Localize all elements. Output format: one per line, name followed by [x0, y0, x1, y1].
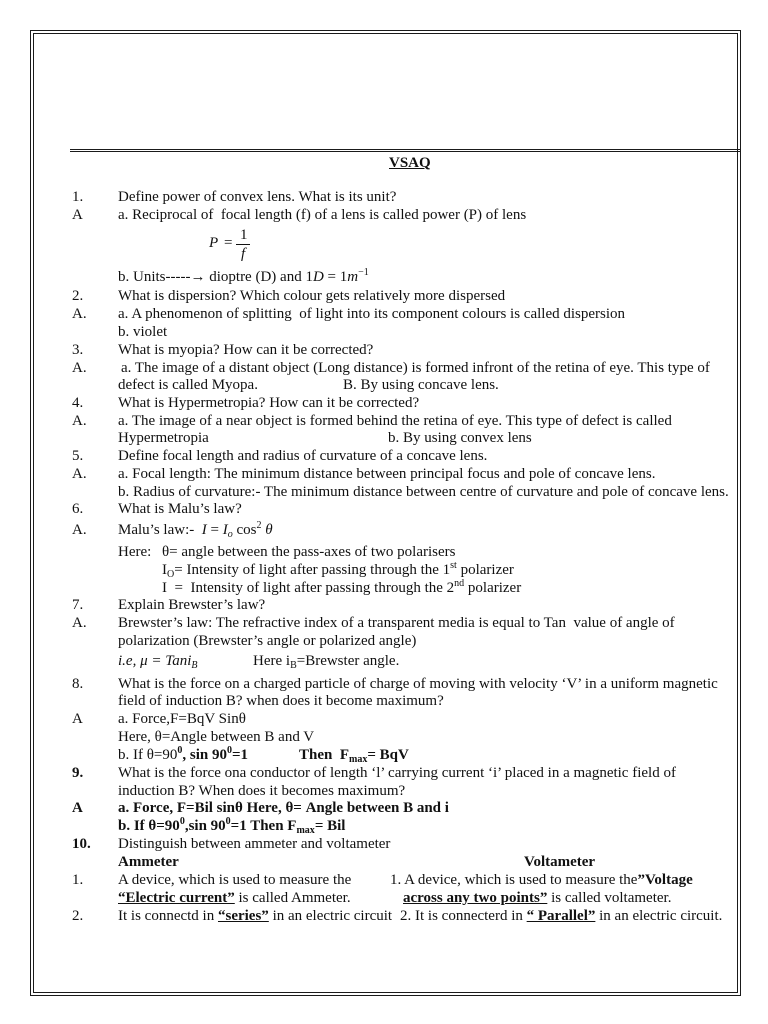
q6-question: What is Malu’s law?: [118, 501, 242, 517]
q8-number: 8.: [72, 676, 84, 692]
q8-result: = BqV: [367, 747, 409, 763]
q10-question: Distinguish between ammeter and voltameter: [118, 836, 391, 852]
comparison-header-left: Ammeter: [118, 854, 179, 870]
unit-formula-equals: =: [323, 269, 340, 285]
q1-answer-label: A: [72, 207, 83, 223]
q7-answer-a: Brewster’s law: The refractive index of a transparent media is equal to Tan value of angle of: [118, 615, 675, 631]
unit-formula-exponent: −1: [358, 267, 369, 278]
q2-answer-b: b. violet: [118, 324, 168, 340]
row2-left-rest: in an electric circuit: [268, 908, 393, 924]
q9-answer-label: A: [72, 800, 83, 816]
q10-number: 10.: [72, 836, 91, 852]
degree-superscript: 0: [225, 816, 231, 827]
degree-superscript: 0: [177, 745, 183, 756]
q9-b-end: =1 Then F: [230, 818, 297, 834]
i0-subscript: O: [167, 569, 175, 580]
q6-definition-theta: θ= angle between the pass-axes of two polarisers: [162, 544, 456, 560]
q9-answer-a: a. Force, F=Bil sinθ Here, θ= Angle between B and i: [118, 800, 449, 816]
q4-answer-b: b. By using convex lens: [388, 430, 532, 446]
q7-number: 7.: [72, 597, 84, 613]
law-label: Malu’s law:-: [118, 522, 202, 538]
i-superscript: nd: [454, 578, 465, 589]
unit-formula-lhs-unit: D: [312, 269, 324, 285]
q8-then: Then F: [299, 747, 350, 763]
malus-formula-angle: θ: [261, 522, 273, 538]
brewster-note-prefix: Here i: [253, 653, 291, 669]
q7-answer-a-cont: polarization (Brewster’s angle or polarized angle): [118, 633, 417, 649]
comparison-row1-right-line1: [390, 871, 693, 889]
q5-answer-a: a. Focal length: The minimum distance between principal focus and pole of concave lens.: [118, 466, 656, 482]
i0-tail: polarizer: [456, 562, 514, 578]
q8-question: What is the force on a charged particle of charge of moving with velocity ‘V’ in a uniform magnetic: [118, 676, 718, 692]
unit-formula-rhs-value: 1: [339, 269, 348, 285]
power-formula-equals: =: [224, 235, 233, 251]
degree-superscript: 0: [179, 816, 185, 827]
q3-answer-a: a. The image of a distant object (Long distance) is formed infront of the retina of eye. This type of: [121, 360, 710, 376]
row2-left-pre: It is connectd in: [118, 908, 218, 924]
malus-formula-base: I: [222, 522, 228, 538]
q3-number: 3.: [72, 342, 84, 358]
power-formula-symbol: P: [209, 235, 219, 251]
row1-right-emphasis-2: across any two points”: [403, 890, 548, 906]
q1-answer-a: a. Reciprocal of focal length (f) of a lens is called power (P) of lens: [118, 207, 527, 223]
row1-right-rest: is called voltameter.: [547, 890, 672, 906]
q6-definition-i: [162, 579, 521, 597]
row2-left-emphasis: “series”: [217, 908, 269, 924]
q4-question: What is Hypermetropia? How can it be corrected?: [118, 395, 420, 411]
q6-answer-label: A.: [72, 522, 87, 538]
q6-definition-i0: [162, 561, 514, 579]
q7-formula: [118, 652, 197, 670]
q4-answer-a-cont: Hypermetropia: [118, 430, 209, 446]
header-rule: [70, 149, 741, 152]
comparison-header-right: Voltameter: [524, 854, 596, 870]
q8-b-mid: , sin 90: [182, 747, 227, 763]
i-text: I = Intensity of light after passing through the 2: [162, 580, 455, 596]
q8-answer-a: a. Force,F=BqV Sinθ: [118, 711, 246, 727]
row2-right-emphasis: “ Parallel”: [526, 908, 596, 924]
malus-formula-equals: =: [206, 522, 223, 538]
comparison-row2-left: [118, 907, 392, 925]
i-tail: polarizer: [464, 580, 522, 596]
q9-result: = Bil: [314, 818, 346, 834]
q9-number: 9.: [72, 765, 84, 781]
brewster-formula-subscript: B: [191, 660, 198, 671]
q2-question: What is dispersion? Which colour gets relatively more dispersed: [118, 288, 506, 304]
q8-answer-result: [299, 746, 409, 764]
q6-here-label: Here:: [118, 544, 152, 560]
q2-number: 2.: [72, 288, 84, 304]
row1-left-emphasis: “Electric current”: [118, 890, 235, 906]
section-title: VSAQ: [389, 155, 431, 171]
q8-max-subscript: max: [349, 754, 368, 765]
q9-question-cont: induction B? When does it becomes maximum?: [118, 783, 406, 799]
q3-answer-b: B. By using concave lens.: [343, 377, 499, 393]
malus-formula-lhs: I: [201, 522, 207, 538]
q5-answer-b: b. Radius of curvature:- The minimum distance between centre of curvature and pole of concave lens.: [118, 484, 729, 500]
i0-text: = Intensity of light after passing through the 1: [174, 562, 451, 578]
malus-formula-power: 2: [256, 520, 262, 531]
row2-right-rest: in an electric circuit.: [595, 908, 723, 924]
q9-b-mid: ,sin 90: [184, 818, 226, 834]
q2-answer-a: a. A phenomenon of splitting of light into its component colours is called dispersion: [118, 306, 626, 322]
q5-answer-label: A.: [72, 466, 87, 482]
q6-number: 6.: [72, 501, 84, 517]
q8-answer-b: [118, 746, 248, 764]
q9-question: What is the force ona conductor of length ‘l’ carrying current ‘i’ placed in a magnetic field of: [118, 765, 676, 781]
q3-answer-label: A.: [72, 360, 87, 376]
q9-answer-b: [118, 817, 345, 835]
q9-max-subscript: max: [296, 825, 315, 836]
unit-formula-lhs-value: 1: [305, 269, 313, 285]
malus-formula-function: cos: [232, 522, 257, 538]
q8-answer-label: A: [72, 711, 83, 727]
comparison-row-number: 2.: [72, 908, 84, 924]
q4-answer-label: A.: [72, 413, 87, 429]
unit-formula-rhs-unit: m: [347, 269, 359, 285]
q8-b-prefix: b. If θ=90: [118, 747, 178, 763]
q6-answer-formula: [118, 521, 273, 539]
q1-answer-b-text: b. Units-----→ dioptre (D) and: [118, 269, 306, 285]
q1-question: Define power of convex lens. What is its unit?: [118, 189, 397, 205]
q3-answer-a-cont: defect is called Myopa.: [118, 377, 258, 393]
brewster-note-suffix: =Brewster angle.: [296, 653, 400, 669]
malus-formula-subscript: o: [227, 529, 233, 540]
q7-note: [253, 652, 399, 670]
q1-number: 1.: [72, 189, 84, 205]
row1-left-rest: is called Ammeter.: [234, 890, 351, 906]
brewster-formula-text: i.e, μ = Tani: [118, 653, 192, 669]
comparison-row-number: 1.: [72, 872, 84, 888]
q1-answer-b: [118, 268, 369, 286]
comparison-row1-left-line1: A device, which is used to measure the: [118, 872, 352, 888]
i0-symbol: I: [162, 562, 167, 578]
q4-answer-a: a. The image of a near object is formed behind the retina of eye. This type of defect is called: [118, 413, 672, 429]
row1-right-text: 1. A device, which is used to measure the: [390, 872, 638, 888]
degree-superscript: 0: [227, 745, 232, 756]
power-formula-denominator: f: [241, 246, 246, 262]
comparison-row1-left-line2: [118, 889, 351, 907]
brewster-note-subscript: B: [290, 660, 297, 671]
q9-b-prefix: b. If θ=90: [118, 818, 180, 834]
q2-answer-label: A.: [72, 306, 87, 322]
q5-question: Define focal length and radius of curvature of a concave lens.: [118, 448, 488, 464]
q7-answer-label: A.: [72, 615, 87, 631]
q8-b-end: =1: [232, 747, 249, 763]
q8-answer-here: Here, θ=Angle between B and V: [118, 729, 315, 745]
i0-superscript: st: [450, 560, 457, 571]
q3-question: What is myopia? How can it be corrected?: [118, 342, 374, 358]
q4-number: 4.: [72, 395, 84, 411]
comparison-row1-right-line2: [403, 889, 671, 907]
q7-question: Explain Brewster’s law?: [118, 597, 266, 613]
row1-right-emphasis: ”Voltage: [637, 872, 693, 888]
comparison-row2-right: [400, 907, 722, 925]
q5-number: 5.: [72, 448, 84, 464]
row2-right-pre: 2. It is connecterd in: [400, 908, 527, 924]
q8-question-cont: field of induction B? when does it become maximum?: [118, 693, 444, 709]
power-formula-numerator: 1: [240, 227, 248, 243]
